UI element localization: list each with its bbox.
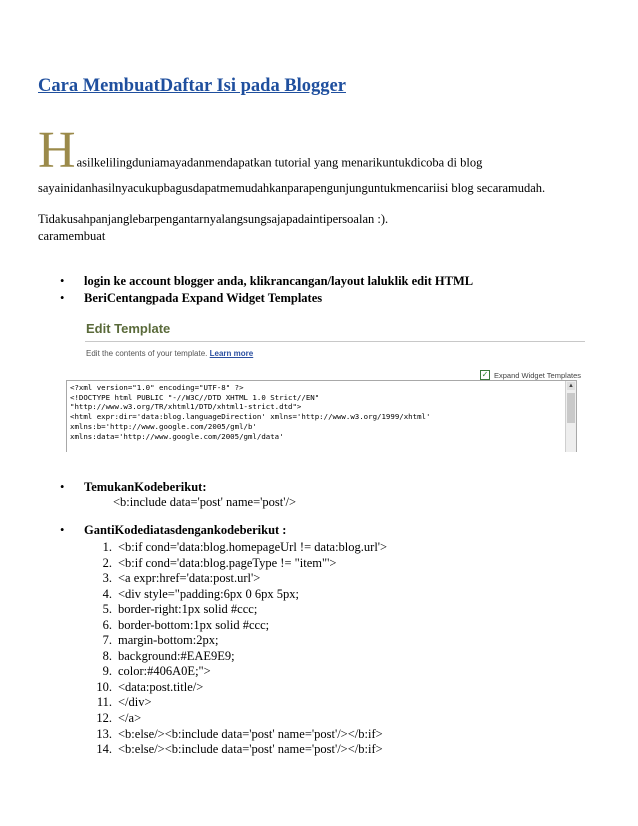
replacement-code-list [84,540,387,758]
step-item: • BeriCentangpada Expand Widget Templates [60,290,473,307]
scroll-up-arrow-icon[interactable]: ▲ [568,383,574,389]
code-list-item: 4. <div style="padding:6px 0 6px 5px; [102,586,299,601]
step-item: • login ke account blogger anda, klikrancangan/layout laluklik edit HTML [60,273,473,290]
code-list-item: 5. border-right:1px solid #ccc; [102,602,258,617]
step-item: • TemukanKodeberikut: [60,479,206,496]
step-3-list [60,479,206,496]
code-text: margin-bottom:2px; [118,633,219,648]
code-text: border-right:1px solid #ccc; [118,602,258,617]
code-scrollbar[interactable] [565,381,576,452]
step-3-code: <b:include data='post' name='post'/> [113,495,297,509]
checkbox-label: Expand Widget Templates [494,370,581,380]
code-text: color:#406A0E;"> [118,664,211,679]
code-list-item: 14. <b:else/><b:include data='post' name='post'/></b:if> [96,742,383,757]
step-4-list [60,522,286,539]
code-list-item: 1. <b:if cond='data:blog.homepageUrl != data:blog.url'> [102,540,388,554]
code-list-item: 9. color:#406A0E;"> [102,664,211,679]
screenshot-subtitle [86,349,253,358]
code-text: <div style="padding:6px 0 6px 5px; [118,586,299,601]
code-list-item: 13. <b:else/><b:include data='post' name='post'/></b:if> [96,726,383,741]
code-text: <b:if cond='data:blog.homepageUrl != data:blog.url'> [118,540,388,554]
checkmark-icon[interactable]: ✓ [481,370,489,379]
code-line: <html expr:dir='data:blog.languageDirection' xmlns='http://www.w3.org/1999/xhtml' [70,412,431,422]
code-text: background:#EAE9E9; [118,648,235,663]
drop-cap: H [38,122,76,179]
code-list-item: 3. <a expr:href='data:post.url'> [102,571,261,586]
code-line: "http://www.w3.org/TR/xhtml1/DTD/xhtml1-strict.dtd"> [70,402,302,412]
code-line: xmlns:b='http://www.google.com/2005/gml/b' [70,421,257,431]
code-list-item: 8. background:#EAE9E9; [102,648,235,663]
code-list-item: 11. </div> [96,695,152,710]
learn-more-link[interactable]: Learn more [209,349,254,358]
code-text: <a expr:href='data:post.url'> [118,571,261,586]
code-lines [67,381,576,443]
para2-line-1: Tidakusahpanjanglebarpengantarnyalangsungsajapadaintipersoalan :). [38,212,389,226]
template-code-editor[interactable] [66,380,577,452]
code-list-item: 12. </a> [96,711,142,726]
code-line: xmlns:data='http://www.google.com/2005/gml/data' [70,431,284,441]
intro-line-1: asilkelilingduniamayadanmendapatkan tutorial yang menarikuntukdicoba di blog [76,155,483,170]
code-text: border-bottom:1px solid #ccc; [118,617,270,632]
code-list-item: 2. <b:if cond='data:blog.pageType != "item"'> [102,555,337,570]
code-text: </div> [118,695,152,710]
screenshot-subtitle-text: Edit the contents of your template. [86,349,208,358]
code-list-item: 6. border-bottom:1px solid #ccc; [102,617,270,632]
code-text: </a> [118,711,142,726]
code-list-item: 7. margin-bottom:2px; [102,633,219,648]
code-text: <b:else/><b:include data='post' name='post'/></b:if> [118,726,383,741]
screenshot-title: Edit Template [86,321,171,336]
para2-line-2: caramembuat [38,229,106,243]
intro-line-2: sayainidanhasilnyacukupbagusdapatmemudahkanparapengunjunguntukmencariisi blog secaramudah. [38,181,546,195]
intro-paragraph [38,122,618,179]
screenshot-divider [85,341,585,342]
expand-widget-templates-checkbox[interactable] [480,370,581,380]
step-item: • GantiKodediatasdengankodeberikut : [60,522,286,539]
code-text: <data:post.title/> [118,679,204,694]
code-line: <!DOCTYPE html PUBLIC "-//W3C//DTD XHTML 1.0 Strict//EN" [70,392,320,402]
code-text: <b:if cond='data:blog.pageType != "item"'> [118,555,337,570]
code-text: <b:else/><b:include data='post' name='post'/></b:if> [118,742,383,757]
code-list-item: 10. <data:post.title/> [96,679,204,694]
scrollbar-thumb[interactable] [567,393,575,423]
code-line: <?xml version="1.0" encoding="UTF-8" ?> [70,383,244,392]
steps-list [60,273,473,307]
page-title[interactable]: Cara MembuatDaftar Isi pada Blogger [38,76,346,96]
